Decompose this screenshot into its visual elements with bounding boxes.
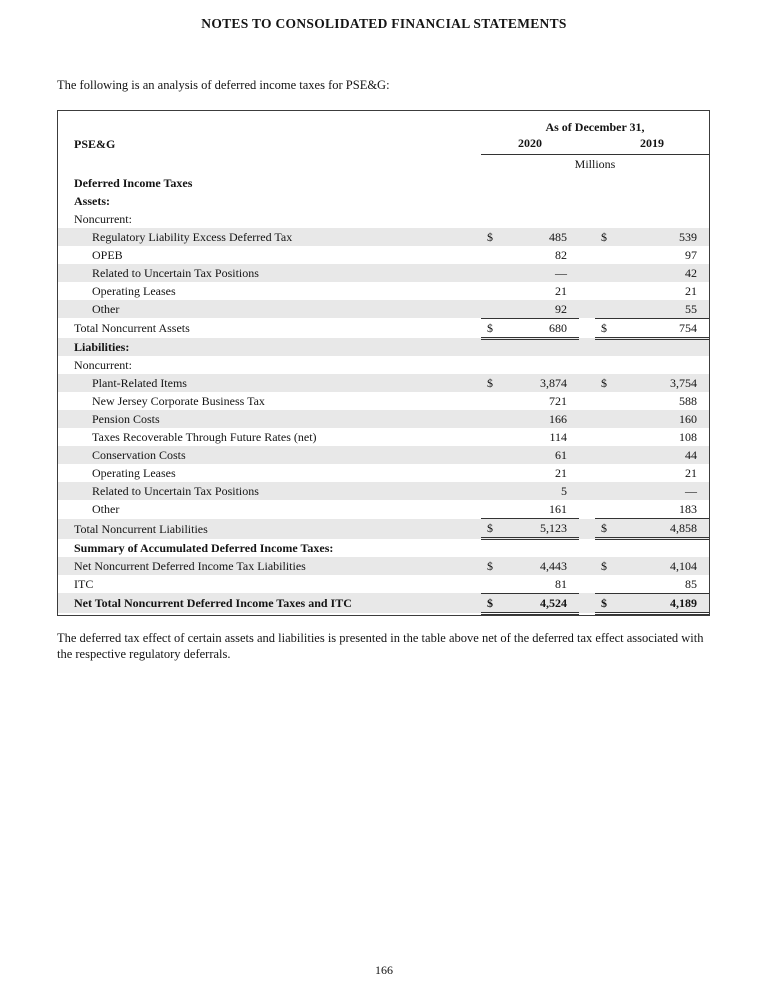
value-2020: 61 [555, 448, 567, 462]
value-2019 [621, 174, 709, 192]
dollar-sign-2019 [595, 392, 621, 410]
dollar-sign-2019: $ [595, 593, 621, 613]
value-2020 [507, 210, 579, 228]
value-2020: 166 [549, 412, 567, 426]
dollar-sign-2020 [481, 210, 507, 228]
value-2019: 754 [621, 318, 709, 338]
value-2019: 588 [679, 394, 698, 408]
dollar-sign-2020 [481, 246, 507, 264]
row-label: Plant-Related Items [92, 376, 187, 390]
dollar-sign-2019 [595, 174, 621, 192]
value-2019 [621, 539, 709, 557]
table-row [58, 557, 709, 575]
row-label: Related to Uncertain Tax Positions [92, 484, 259, 498]
value-2020: 5 [561, 484, 567, 498]
row-label: Other [92, 301, 120, 316]
table-row [58, 264, 709, 282]
dollar-sign-2019 [595, 410, 621, 428]
row-label: Net Noncurrent Deferred Income Tax Liabilities [74, 558, 306, 573]
dollar-sign-2020 [481, 282, 507, 300]
table-row [58, 374, 709, 392]
dollar-sign-2020 [481, 356, 507, 374]
table-row [58, 519, 709, 539]
value-2019: 108 [679, 430, 698, 444]
value-2020 [507, 356, 579, 374]
dollar-sign-2019 [595, 500, 621, 519]
dollar-sign-2019 [595, 428, 621, 446]
table-row [58, 192, 709, 210]
row-label: Other [92, 502, 120, 517]
column-gap [579, 500, 595, 519]
column-gap [579, 410, 595, 428]
page-title: NOTES TO CONSOLIDATED FINANCIAL STATEMENTS [201, 16, 567, 31]
value-2019: 183 [621, 500, 709, 519]
units-label: Millions [574, 156, 616, 171]
row-label: OPEB [92, 247, 123, 262]
value-2019: 4,858 [621, 519, 709, 539]
row-label: Conservation Costs [92, 448, 186, 462]
dollar-sign-2020 [481, 500, 507, 519]
dollar-sign-2019 [595, 338, 621, 356]
dollar-sign-2019: $ [601, 229, 607, 244]
column-gap [579, 539, 595, 557]
table-body [58, 174, 709, 614]
page-number: 166 [375, 963, 393, 977]
table-row [58, 210, 709, 228]
column-gap [579, 356, 595, 374]
value-2020: 114 [549, 430, 567, 444]
column-gap [579, 593, 595, 613]
dollar-sign-2020 [481, 300, 507, 319]
row-label: Total Noncurrent Assets [74, 321, 190, 335]
value-2019: 42 [685, 265, 698, 280]
row-label: New Jersey Corporate Business Tax [92, 394, 265, 408]
value-2020: 21 [555, 466, 567, 480]
dollar-sign-2020 [481, 410, 507, 428]
dollar-sign-2019 [595, 482, 621, 500]
column-gap [579, 135, 595, 154]
value-2019: 160 [679, 412, 698, 426]
value-2020: 721 [549, 394, 567, 408]
table-row [58, 482, 709, 500]
dollar-sign-2020: $ [481, 318, 507, 338]
row-label: Noncurrent: [74, 211, 132, 226]
dollar-sign-2019 [595, 575, 621, 594]
row-label: Deferred Income Taxes [74, 175, 193, 190]
dollar-sign-2020 [481, 338, 507, 356]
dollar-sign-2019: $ [595, 519, 621, 539]
dollar-sign-2020 [481, 482, 507, 500]
value-2020: 21 [555, 283, 567, 298]
column-gap [579, 557, 595, 575]
table-row [58, 174, 709, 192]
column-gap [579, 174, 595, 192]
value-2019 [621, 338, 709, 356]
value-2019: 4,189 [621, 593, 709, 613]
dollar-sign-2020 [481, 174, 507, 192]
value-2020: 4,524 [507, 593, 579, 613]
value-2020: 81 [507, 575, 579, 594]
year-header-row [58, 135, 709, 154]
value-2020 [507, 192, 579, 210]
table-row [58, 464, 709, 482]
value-2020: 485 [549, 229, 567, 244]
dollar-sign-2019 [595, 210, 621, 228]
value-2020: 3,874 [540, 376, 567, 390]
table-row [58, 428, 709, 446]
dollar-sign-2020 [481, 575, 507, 594]
table-row [58, 446, 709, 464]
value-2020 [507, 174, 579, 192]
dollar-sign-2020 [481, 192, 507, 210]
row-label: Net Total Noncurrent Deferred Income Taxes and ITC [74, 596, 352, 610]
footnote-text: The deferred tax effect of certain assets and liabilities is presented in the table above net of the deferred tax effect associated with the respective regulatory deferrals. [57, 630, 704, 661]
value-2020: — [555, 265, 567, 280]
row-label: Summary of Accumulated Deferred Income Taxes: [74, 540, 334, 555]
value-2020 [507, 539, 579, 557]
column-gap [579, 446, 595, 464]
table-row [58, 338, 709, 356]
intro-text: The following is an analysis of deferred income taxes for PSE&G: [57, 78, 390, 92]
column-gap [579, 300, 595, 319]
table-row [58, 356, 709, 374]
column-header-2019: 2019 [595, 135, 709, 154]
date-header: As of December 31, [545, 120, 645, 134]
table-row [58, 500, 709, 519]
column-gap [579, 519, 595, 539]
dollar-sign-2020 [481, 446, 507, 464]
value-2020: 4,443 [540, 558, 567, 573]
column-gap [579, 338, 595, 356]
row-label: Operating Leases [92, 283, 176, 298]
column-gap [579, 210, 595, 228]
value-2019 [621, 356, 709, 374]
table-row [58, 539, 709, 557]
dollar-sign-2019 [595, 300, 621, 319]
value-2020 [507, 338, 579, 356]
value-2020: 5,123 [507, 519, 579, 539]
column-gap [579, 282, 595, 300]
column-gap [579, 192, 595, 210]
dollar-sign-2019 [595, 192, 621, 210]
table-row [58, 392, 709, 410]
row-label: Related to Uncertain Tax Positions [92, 265, 259, 280]
table-row [58, 410, 709, 428]
entity-label: PSE&G [74, 137, 116, 151]
row-label: Noncurrent: [74, 358, 132, 372]
dollar-sign-2020 [481, 264, 507, 282]
value-2019: 44 [685, 448, 698, 462]
value-2019: — [685, 484, 698, 498]
row-label: ITC [74, 576, 94, 591]
table-row [58, 228, 709, 246]
dollar-sign-2020 [481, 428, 507, 446]
row-label: Regulatory Liability Excess Deferred Tax [92, 229, 293, 244]
value-2019: 55 [621, 300, 709, 319]
header-spacer [58, 111, 481, 135]
column-gap [579, 374, 595, 392]
value-2020: 680 [507, 318, 579, 338]
dollar-sign-2019 [595, 356, 621, 374]
column-gap [579, 264, 595, 282]
dollar-sign-2020 [481, 464, 507, 482]
row-label: Operating Leases [92, 466, 176, 480]
date-header-row [58, 111, 709, 135]
column-gap [579, 482, 595, 500]
value-2019: 85 [621, 575, 709, 594]
header-spacer [58, 154, 481, 174]
dollar-sign-2019 [595, 446, 621, 464]
column-gap [579, 464, 595, 482]
value-2020: 92 [507, 300, 579, 319]
dollar-sign-2020: $ [487, 376, 493, 390]
table-row [58, 593, 709, 613]
row-label: Liabilities: [74, 340, 130, 354]
value-2019: 21 [685, 466, 698, 480]
dollar-sign-2019 [595, 246, 621, 264]
dollar-sign-2019 [595, 264, 621, 282]
dollar-sign-2019: $ [601, 376, 607, 390]
dollar-sign-2019: $ [601, 558, 607, 573]
column-header-2020: 2020 [481, 135, 579, 154]
dollar-sign-2020: $ [487, 229, 493, 244]
dollar-sign-2020: $ [487, 558, 493, 573]
dollar-sign-2019: $ [595, 318, 621, 338]
column-gap [579, 392, 595, 410]
column-gap [579, 228, 595, 246]
dollar-sign-2019 [595, 464, 621, 482]
table-row [58, 246, 709, 264]
row-label: Total Noncurrent Liabilities [74, 521, 208, 536]
value-2020: 161 [507, 500, 579, 519]
dollar-sign-2019 [595, 282, 621, 300]
row-label: Assets: [74, 193, 110, 208]
financial-table [58, 111, 709, 615]
row-label: Taxes Recoverable Through Future Rates (net) [92, 430, 317, 444]
units-header-row [58, 154, 709, 174]
value-2019: 3,754 [670, 376, 698, 390]
column-gap [579, 246, 595, 264]
column-gap [579, 428, 595, 446]
value-2019: 21 [685, 283, 698, 298]
deferred-income-tax-table [57, 110, 710, 616]
value-2019 [621, 192, 709, 210]
table-row [58, 282, 709, 300]
dollar-sign-2020: $ [481, 519, 507, 539]
dollar-sign-2020 [481, 392, 507, 410]
dollar-sign-2020 [481, 539, 507, 557]
value-2019 [621, 210, 709, 228]
row-label: Pension Costs [92, 412, 160, 426]
dollar-sign-2019 [595, 539, 621, 557]
value-2019: 539 [679, 229, 698, 244]
value-2019: 97 [685, 247, 698, 262]
column-gap [579, 575, 595, 594]
table-row [58, 575, 709, 594]
column-gap [579, 318, 595, 338]
table-row [58, 318, 709, 338]
value-2020: 82 [555, 247, 567, 262]
table-row [58, 300, 709, 319]
value-2019: 4,104 [670, 558, 698, 573]
dollar-sign-2020: $ [481, 593, 507, 613]
